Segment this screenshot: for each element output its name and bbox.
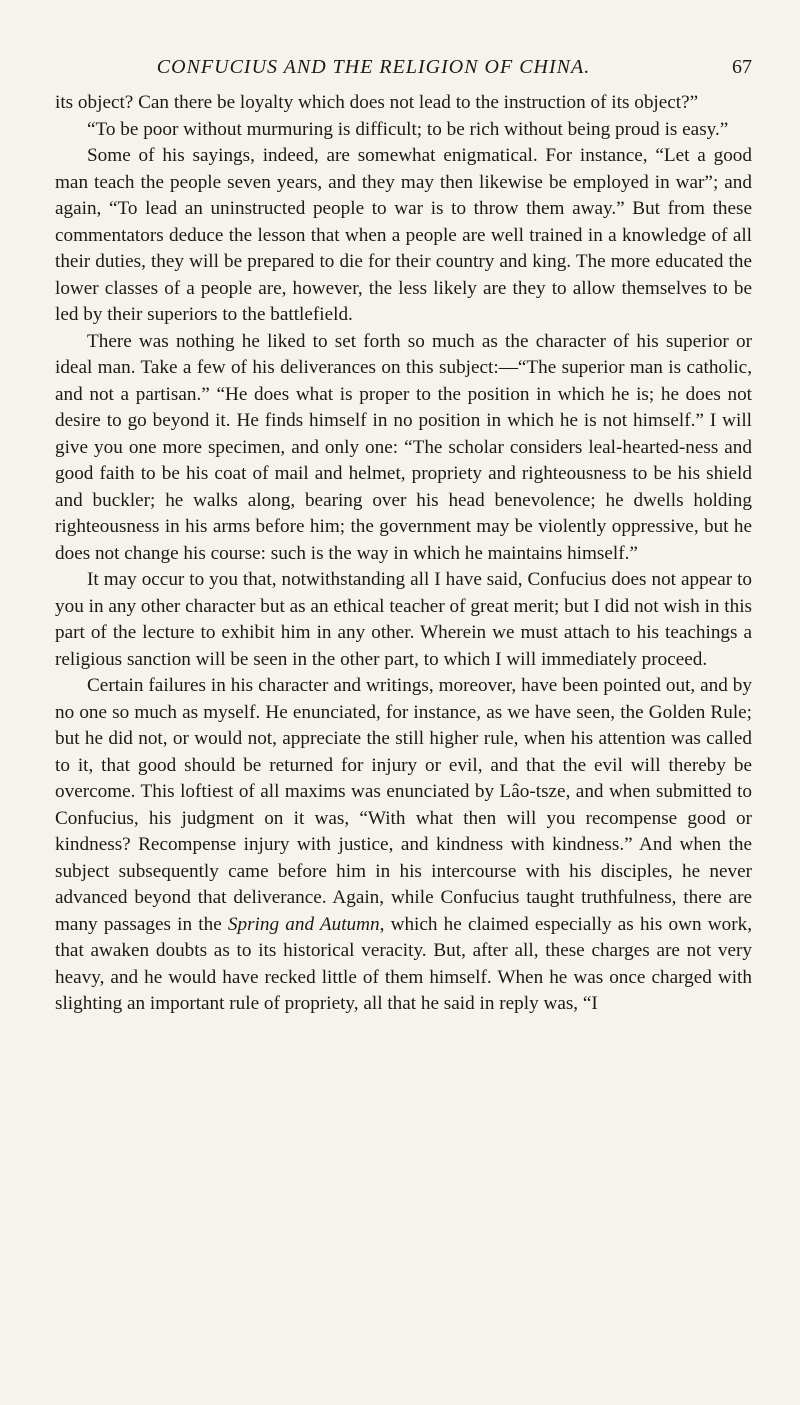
failures-text-before: Certain failures in his character and writings, moreover, have been pointed out, and by no one so much as myself. He enunciated, for instance, as we have seen, the Golden Rule; but he did not, or would not, appreciate the still higher rule, when his attention was called to it, that good should be returned for injury or evil, and that the evil will thereby be overcome. This loftiest of all maxims was enunciated by Lâo-tsze, and when submitted to Confucius, his judgment on it was, “With what then will you recompense good or kindness? Recompense injury with justice, and kindness with kindness.” And when the subject subsequently came before him in his intercourse with his disciples, he never advanced beyond that deliverance. Again, while Confucius taught truthfulness, there are many passages in the xyxy=(55,675,752,935)
paragraph-ethical-teacher: It may occur to you that, notwithstanding all I have said, Confucius does not appear to you in any other character but as an ethical teacher of great merit; but I did not wish in this part of the lecture to exhibit him in any other. Wherein we must attach to his teachings a religious sanction will be seen in the other part, to which I will immediately proceed. xyxy=(55,569,752,670)
paragraph-poverty-quote: “To be poor without murmuring is difficult; to be rich without being proud is easy.” xyxy=(87,118,729,140)
failures-text-after: , which he claimed especially as his own work, that awaken doubts as to its historical veracity. But, after all, these charges are not very heavy, and he would have recked little of them himself. When he was once charged with slighting an important rule of propriety, all that he said in reply was, “I xyxy=(55,913,753,1014)
paragraph-superior-man: There was nothing he liked to set forth so much as the character of his superior or ideal man. Take a few of his deliverances on this subject:—“The superior man is catholic, and not a partisan.” “He does what is proper to the position in which he is; he does not desire to go beyond it. He finds himself in no position in which he is not himself.” I will give you one more specimen, and only one: “The scholar considers leal-hearted-ness and good faith to be his coat of mail and helmet, propriety and righteousness to be his shield and buckler; he walks along, bearing over his head benevolence; he dwells holding righteousness in his arms before him; the government may be violently oppressive, but he does not change his course: such is the way in which he maintains himself.” xyxy=(55,330,752,564)
body-text xyxy=(55,90,752,1018)
paragraph-failures xyxy=(55,673,752,1018)
paragraph-enigmatical-sayings: Some of his sayings, indeed, are somewhat enigmatical. For instance, “Let a good man teach the people seven years, and they may then likewise be employed in war”; and again, “To lead an uninstructed people to war is to throw them away.” But from these commentators deduce the lesson that when a people are well trained in a knowledge of all their duties, they will be prepared to die for their country and king. The more educated the lower classes of a people are, however, the less likely are they to allow themselves to be led by their superiors to the battlefield. xyxy=(55,145,752,325)
paragraph-continuation: its object? Can there be loyalty which does not lead to the instruction of its object?” xyxy=(55,92,699,113)
page-number: 67 xyxy=(732,56,752,78)
running-header xyxy=(55,0,752,84)
book-title-spring-and-autumn: Spring and Autumn xyxy=(227,913,380,935)
running-title: CONFUCIUS AND THE RELIGION OF CHINA. xyxy=(156,56,591,78)
